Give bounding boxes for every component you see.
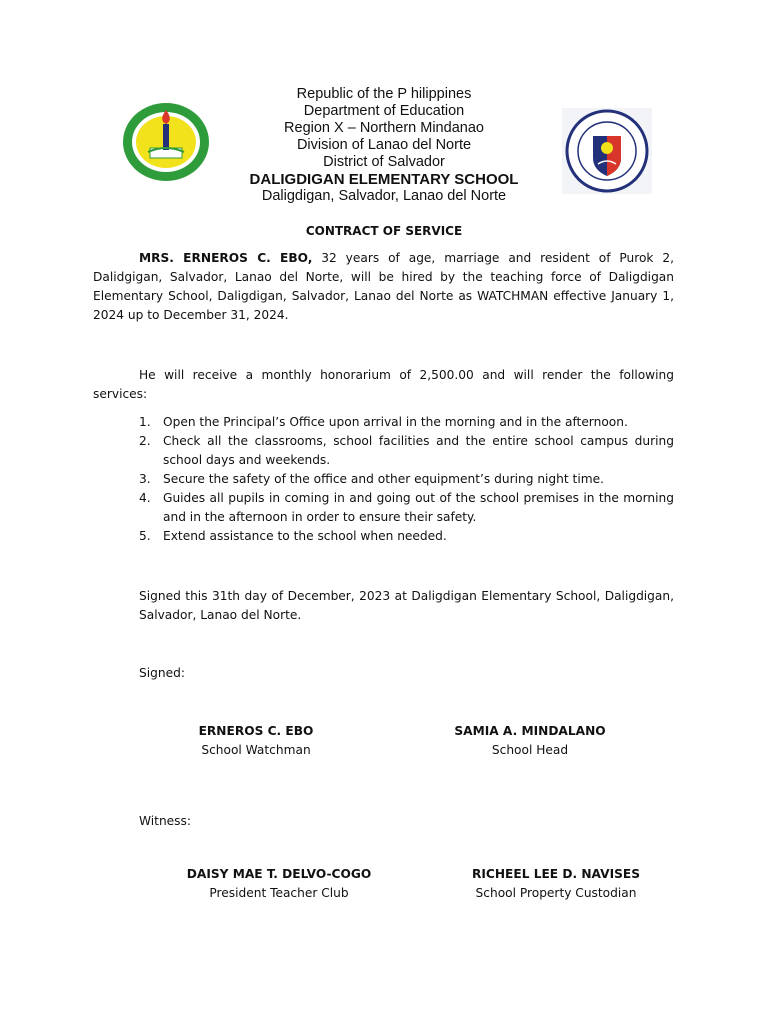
signatory-name: ERNEROS C. EBO <box>198 724 314 738</box>
signatory-role: School Head <box>491 743 569 757</box>
signatory-name: SAMIA A. MINDALANO <box>454 724 606 738</box>
header-district: District of Salvador <box>323 154 445 170</box>
header-division: Division of Lanao del Norte <box>296 137 472 153</box>
witness-role: President Teacher Club <box>209 886 349 900</box>
witness-label: Witness: <box>139 814 191 828</box>
list-item <box>139 413 674 432</box>
header-school-address: Daligdigan, Salvador, Lanao del Norte <box>261 188 507 204</box>
signatory-role: School Watchman <box>201 743 311 757</box>
contract-paragraph-2: He will receive a monthly honorarium of 2,500.00 and will render the following services: <box>93 368 674 401</box>
contract-paragraph-1 <box>93 249 674 325</box>
signing-statement: Signed this 31th day of December, 2023 at Daligdigan Elementary School, Daligdigan, Salvador, Lanao del Norte. <box>139 589 674 622</box>
list-item-text: Open the Principal’s Office upon arrival in the morning and in the afternoon. <box>163 415 628 429</box>
list-item-number: 3. <box>139 472 151 486</box>
list-item-number: 1. <box>139 415 151 429</box>
list-item-text: Check all the classrooms, school facilities and the entire school campus during school days and weekends. <box>163 434 674 467</box>
header-region: Region X – Northern Mindanao <box>284 120 484 136</box>
employee-name-lead: MRS. ERNEROS C. EBO, <box>139 251 313 265</box>
witness-name: RICHEEL LEE D. NAVISES <box>471 867 641 881</box>
contract-paragraph-1-text: 32 years of age, marriage and resident of Purok 2, Dalidgigan, Salvador, Lanao del Norte, will be hired by the teaching force of Daligdigan Elementary School, Daligdigan, Salvador, Lanao del Norte as WATCHMAN effective January 1, 2024 up to December 31, 2024. <box>93 251 675 322</box>
signature-block-school-head <box>430 722 630 760</box>
signed-label: Signed: <box>139 666 185 680</box>
list-item-text: Guides all pupils in coming in and going out of the school premises in the morning and in the afternoon in order to ensure their safety. <box>163 491 674 524</box>
list-item <box>139 527 674 546</box>
list-item-number: 2. <box>139 434 151 448</box>
witness-block-property-custodian <box>452 865 660 903</box>
signature-block-watchman <box>176 722 336 760</box>
header-department: Department of Education <box>303 103 465 119</box>
header-republic: Republic of the P hilippines <box>296 86 472 102</box>
list-item-text: Secure the safety of the office and other equipment’s during night time. <box>163 472 604 486</box>
witness-name: DAISY MAE T. DELVO-COGO <box>186 867 372 881</box>
witness-block-teacher-club <box>165 865 393 903</box>
list-item <box>139 432 674 470</box>
list-item <box>139 489 674 527</box>
list-item <box>139 470 674 489</box>
witness-role: School Property Custodian <box>475 886 637 900</box>
list-item-text: Extend assistance to the school when needed. <box>163 529 447 543</box>
list-item-number: 5. <box>139 529 151 543</box>
letterhead <box>0 86 768 205</box>
header-school-name: DALIGDIGAN ELEMENTARY SCHOOL <box>249 171 519 188</box>
document-title: CONTRACT OF SERVICE <box>305 224 463 238</box>
list-item-number: 4. <box>139 491 151 505</box>
services-list <box>139 413 674 546</box>
